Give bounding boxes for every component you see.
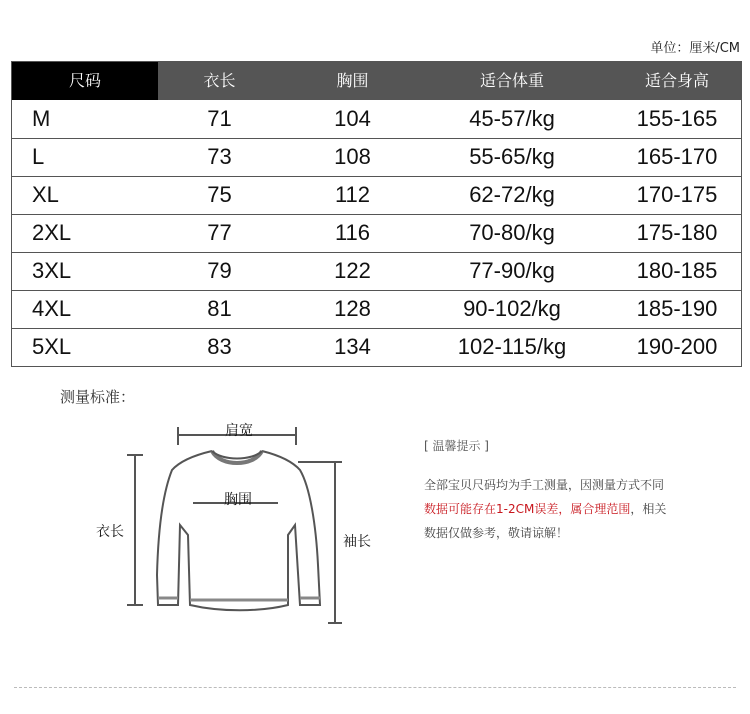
- row-height-cell: 190-200: [636, 334, 718, 359]
- row-chest-cell: 134: [334, 334, 371, 359]
- tips-line-2-rest: ，相关: [630, 502, 667, 516]
- tips-line-2-warning: 数据可能存在1-2CM误差，属合理范围: [424, 502, 631, 516]
- unit-label: 单位：厘米/CM: [650, 41, 740, 56]
- measure-title: 测量标准：: [60, 388, 136, 406]
- table-row: [12, 252, 741, 291]
- row-length-cell: 81: [207, 296, 232, 321]
- row-weight-cell: 70-80/kg: [469, 220, 555, 245]
- header-height: 适合身高: [644, 71, 709, 90]
- row-height-cell: 185-190: [636, 296, 718, 321]
- table-row: [12, 328, 741, 366]
- row-weight-cell: 55-65/kg: [469, 144, 555, 169]
- header-size: 尺码: [68, 71, 101, 90]
- row-height-cell: 165-170: [636, 144, 718, 169]
- sweater-diagram: [120, 415, 380, 630]
- sweater-outline: [157, 451, 320, 610]
- row-length-cell: 77: [207, 220, 232, 245]
- tips-line-3: 数据仅做参考，敬请谅解！: [424, 526, 569, 540]
- row-chest-cell: 104: [334, 106, 371, 131]
- row-size-cell: 4XL: [32, 296, 72, 321]
- table-row: [12, 100, 741, 139]
- row-size-cell: XL: [32, 182, 59, 207]
- length-label: 衣长: [96, 524, 124, 540]
- row-size-cell: 5XL: [32, 334, 72, 359]
- row-length-cell: 83: [207, 334, 232, 359]
- size-table: [11, 61, 742, 367]
- row-chest-cell: 108: [334, 144, 371, 169]
- row-height-cell: 170-175: [636, 182, 718, 207]
- row-size-cell: 3XL: [32, 258, 72, 283]
- table-header: [12, 62, 741, 100]
- row-size-cell: 2XL: [32, 220, 72, 245]
- row-length-cell: 73: [207, 144, 232, 169]
- row-chest-cell: 128: [334, 296, 371, 321]
- row-length-cell: 71: [207, 106, 232, 131]
- tips-line-1: 全部宝贝尺码均为手工测量，因测量方式不同: [424, 478, 665, 492]
- header-chest: 胸围: [336, 71, 369, 90]
- header-length: 衣长: [203, 71, 236, 90]
- tips-line-2: [424, 500, 666, 517]
- table-row: [12, 214, 741, 253]
- row-weight-cell: 77-90/kg: [469, 258, 555, 283]
- row-length-cell: 79: [207, 258, 232, 283]
- row-size-cell: M: [32, 106, 51, 131]
- table-row: [12, 176, 741, 215]
- row-size-cell: L: [32, 144, 45, 169]
- row-weight-cell: 102-115/kg: [457, 334, 567, 359]
- chest-label: 胸围: [224, 492, 252, 508]
- table-row: [12, 290, 741, 329]
- row-chest-cell: 112: [334, 182, 371, 207]
- row-chest-cell: 122: [334, 258, 371, 283]
- shoulder-label: 肩宽: [225, 423, 253, 439]
- row-weight-cell: 90-102/kg: [463, 296, 561, 321]
- row-chest-cell: 116: [334, 220, 371, 245]
- row-height-cell: 155-165: [636, 106, 718, 131]
- row-weight-cell: 45-57/kg: [469, 106, 555, 131]
- row-length-cell: 75: [207, 182, 232, 207]
- row-height-cell: 175-180: [636, 220, 718, 245]
- tips-title: [ 温馨提示 ]: [424, 439, 489, 453]
- sleeve-label: 袖长: [343, 534, 371, 550]
- dashed-divider: [14, 687, 736, 688]
- table-row: [12, 138, 741, 177]
- row-weight-cell: 62-72/kg: [469, 182, 555, 207]
- row-height-cell: 180-185: [636, 258, 718, 283]
- header-weight: 适合体重: [479, 71, 544, 90]
